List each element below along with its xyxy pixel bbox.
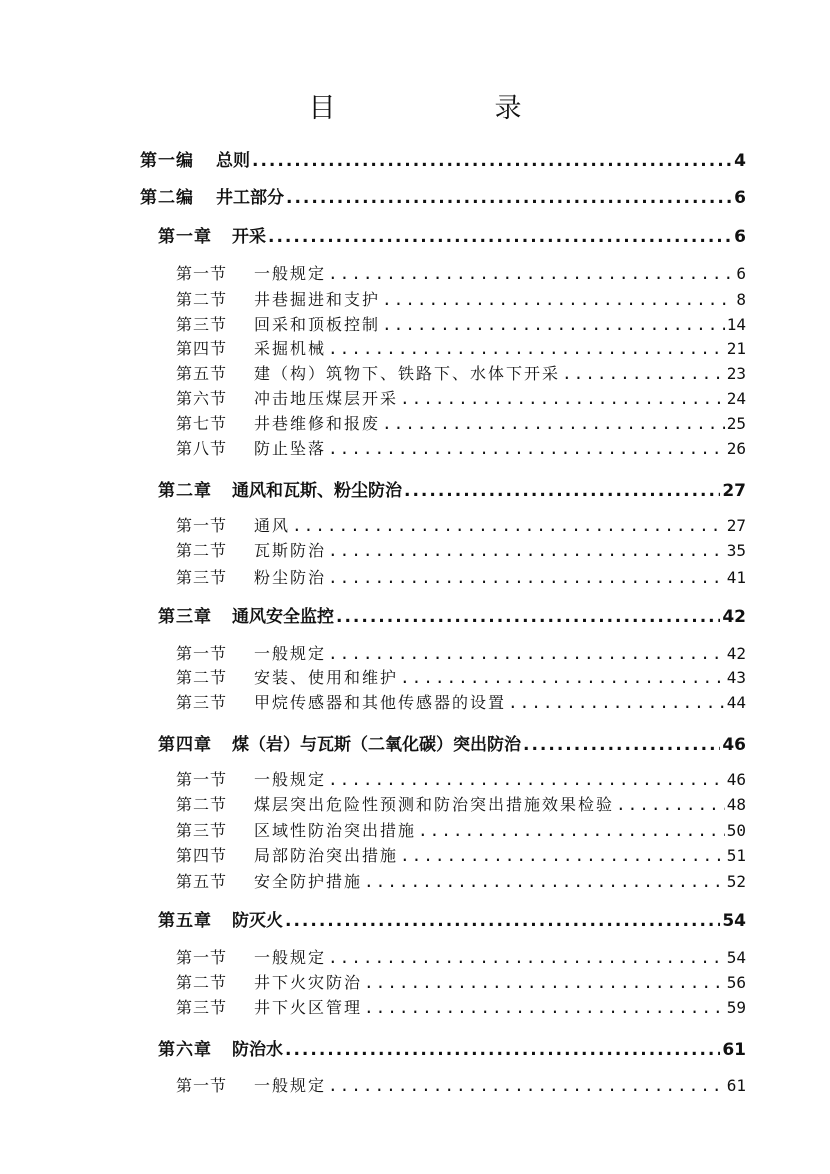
toc-page-number: 61 xyxy=(726,1076,746,1095)
toc-section-title: 冲击地压煤层开采 xyxy=(254,389,399,408)
leader-dots xyxy=(364,973,725,992)
toc-page-number: 25 xyxy=(726,414,746,433)
toc-chapter-title: 煤（岩）与瓦斯（二氧化碳）突出防治 xyxy=(232,735,521,755)
toc-chapter[interactable] xyxy=(158,602,746,627)
toc-section-title: 一般规定 xyxy=(254,644,327,663)
toc-section[interactable] xyxy=(176,312,746,335)
leader-dots xyxy=(328,770,725,789)
toc-section[interactable] xyxy=(176,513,746,536)
leader-dots xyxy=(616,795,725,814)
toc-chapter-label: 第二章 xyxy=(158,481,212,501)
toc-section-label: 第二节 xyxy=(176,795,228,814)
toc-chapter-label: 第一章 xyxy=(158,227,212,247)
toc-section[interactable] xyxy=(176,818,746,841)
leader-dots xyxy=(364,998,725,1017)
toc-section-title: 井下火灾防治 xyxy=(254,973,363,992)
toc-page-number: 50 xyxy=(726,821,746,840)
toc-section[interactable] xyxy=(176,792,746,815)
toc-page-number: 35 xyxy=(726,541,746,560)
toc-section[interactable] xyxy=(176,287,746,310)
toc-page-number: 27 xyxy=(726,516,746,535)
toc-section-label: 第七节 xyxy=(176,414,228,433)
toc-section[interactable] xyxy=(176,945,746,968)
toc-section-title: 采掘机械 xyxy=(254,339,327,358)
toc-page-number: 44 xyxy=(726,693,746,712)
leader-dots xyxy=(285,911,720,931)
leader-dots xyxy=(328,644,725,663)
toc-section-label: 第一节 xyxy=(176,1076,228,1095)
toc-part-label: 第一编 xyxy=(140,151,194,171)
toc-page-number: 24 xyxy=(726,389,746,408)
toc-page-number: 51 xyxy=(726,846,746,865)
toc-section-label: 第一节 xyxy=(176,770,228,789)
toc-chapter-title: 开采 xyxy=(232,227,266,247)
toc-page-number: 48 xyxy=(726,795,746,814)
toc-chapter-label: 第五章 xyxy=(158,911,212,931)
toc-section[interactable] xyxy=(176,970,746,993)
leader-dots xyxy=(286,188,732,208)
toc-section-title: 一般规定 xyxy=(254,264,327,283)
toc-section-label: 第一节 xyxy=(176,644,228,663)
leader-dots xyxy=(292,516,725,535)
toc-page-number: 23 xyxy=(726,364,746,383)
toc-section-title: 安装、使用和维护 xyxy=(254,668,399,687)
toc-chapter-title: 通风安全监控 xyxy=(232,607,334,627)
leader-dots xyxy=(252,151,732,171)
toc-chapter[interactable] xyxy=(158,1035,746,1060)
leader-dots xyxy=(328,948,725,967)
leader-dots xyxy=(382,315,725,334)
toc-section[interactable] xyxy=(176,843,746,866)
toc-chapter-title: 通风和瓦斯、粉尘防治 xyxy=(232,481,402,501)
toc-section-label: 第三节 xyxy=(176,568,228,587)
toc-page-number: 21 xyxy=(726,339,746,358)
toc-section[interactable] xyxy=(176,261,746,284)
leader-dots xyxy=(562,364,725,383)
toc-section-title: 局部防治突出措施 xyxy=(254,846,399,865)
toc-chapter-label: 第六章 xyxy=(158,1040,212,1060)
page-title: 目 录 xyxy=(308,93,588,124)
toc-section[interactable] xyxy=(176,869,746,892)
toc-page-number: 54 xyxy=(722,911,746,931)
leader-dots xyxy=(328,541,725,560)
toc-section-label: 第五节 xyxy=(176,872,228,891)
toc-section[interactable] xyxy=(176,641,746,664)
toc-section-title: 一般规定 xyxy=(254,1076,327,1095)
toc-part-label: 第二编 xyxy=(140,188,194,208)
toc-section-label: 第二节 xyxy=(176,541,228,560)
toc-page-number: 42 xyxy=(722,607,746,627)
toc-section-title: 井巷掘进和支护 xyxy=(254,290,381,309)
toc-section-label: 第三节 xyxy=(176,315,228,334)
toc-section[interactable] xyxy=(176,690,746,713)
toc-page-number: 27 xyxy=(722,481,746,501)
leader-dots xyxy=(328,439,725,458)
toc-section-label: 第一节 xyxy=(176,948,228,967)
leader-dots xyxy=(285,1040,720,1060)
toc-page-number: 52 xyxy=(726,872,746,891)
toc-section-title: 甲烷传感器和其他传感器的设置 xyxy=(254,693,507,712)
leader-dots xyxy=(404,481,720,501)
leader-dots xyxy=(328,264,734,283)
toc-section-label: 第三节 xyxy=(176,821,228,840)
leader-dots xyxy=(268,227,732,247)
toc-page-number: 59 xyxy=(726,998,746,1017)
toc-page-number: 6 xyxy=(734,188,746,208)
toc-page-number: 4 xyxy=(734,151,746,171)
toc-section-label: 第一节 xyxy=(176,516,228,535)
toc-section-title: 防止坠落 xyxy=(254,439,327,458)
toc-page-number: 42 xyxy=(726,644,746,663)
toc-chapter[interactable] xyxy=(158,222,746,247)
toc-section[interactable] xyxy=(176,995,746,1018)
toc-page-number: 54 xyxy=(726,948,746,967)
toc-chapter[interactable] xyxy=(158,730,746,755)
toc-page-number: 56 xyxy=(726,973,746,992)
toc-section-title: 粉尘防治 xyxy=(254,568,327,587)
toc-section-title: 区域性防治突出措施 xyxy=(254,821,417,840)
toc-section-label: 第六节 xyxy=(176,389,228,408)
toc-section-label: 第二节 xyxy=(176,290,228,309)
leader-dots xyxy=(328,339,725,358)
leader-dots xyxy=(523,735,720,755)
toc-section-label: 第三节 xyxy=(176,693,228,712)
leader-dots xyxy=(336,607,720,627)
toc-section-label: 第三节 xyxy=(176,998,228,1017)
toc-section-label: 第八节 xyxy=(176,439,228,458)
leader-dots xyxy=(400,668,725,687)
leader-dots xyxy=(400,389,725,408)
toc-section-title: 一般规定 xyxy=(254,770,327,789)
toc-section[interactable] xyxy=(176,436,746,459)
toc-chapter-title: 防灭火 xyxy=(232,911,283,931)
toc-section-label: 第五节 xyxy=(176,364,228,383)
leader-dots xyxy=(508,693,725,712)
toc-section-label: 第四节 xyxy=(176,846,228,865)
leader-dots xyxy=(328,1076,725,1095)
toc-section-label: 第二节 xyxy=(176,973,228,992)
toc-part-title: 总则 xyxy=(216,151,250,171)
toc-part-1[interactable] xyxy=(140,146,746,171)
leader-dots xyxy=(364,872,725,891)
toc-page-number: 6 xyxy=(736,264,746,283)
toc-page-number: 61 xyxy=(722,1040,746,1060)
toc-chapter[interactable] xyxy=(158,906,746,931)
toc-page-number: 14 xyxy=(726,315,746,334)
leader-dots xyxy=(418,821,725,840)
toc-part-title: 井工部分 xyxy=(216,188,284,208)
toc-section[interactable] xyxy=(176,565,746,588)
toc-section[interactable] xyxy=(176,767,746,790)
toc-section[interactable] xyxy=(176,361,746,384)
toc-section-title: 井下火区管理 xyxy=(254,998,363,1017)
toc-page-number: 46 xyxy=(726,770,746,789)
toc-section[interactable] xyxy=(176,386,746,409)
toc-chapter-label: 第四章 xyxy=(158,735,212,755)
toc-section[interactable] xyxy=(176,336,746,359)
toc-section[interactable] xyxy=(176,1073,746,1096)
toc-page-number: 8 xyxy=(736,290,746,309)
toc-chapter-label: 第三章 xyxy=(158,607,212,627)
toc-section-title: 建（构）筑物下、铁路下、水体下开采 xyxy=(254,364,561,383)
toc-section[interactable] xyxy=(176,538,746,561)
toc-part-2[interactable] xyxy=(140,183,746,208)
toc-page-number: 46 xyxy=(722,735,746,755)
toc-page-number: 41 xyxy=(726,568,746,587)
leader-dots xyxy=(382,290,734,309)
toc-section-label: 第一节 xyxy=(176,264,228,283)
leader-dots xyxy=(382,414,725,433)
toc-section-label: 第二节 xyxy=(176,668,228,687)
toc-section[interactable] xyxy=(176,411,746,434)
toc-section-label: 第四节 xyxy=(176,339,228,358)
toc-chapter-title: 防治水 xyxy=(232,1040,283,1060)
toc-section-title: 一般规定 xyxy=(254,948,327,967)
toc-page-number: 26 xyxy=(726,439,746,458)
toc-section-title: 井巷维修和报废 xyxy=(254,414,381,433)
toc-chapter[interactable] xyxy=(158,476,746,501)
toc-section-title: 安全防护措施 xyxy=(254,872,363,891)
toc-section[interactable] xyxy=(176,665,746,688)
leader-dots xyxy=(400,846,725,865)
toc-page-number: 43 xyxy=(726,668,746,687)
toc-section-title: 通风 xyxy=(254,516,291,535)
toc-section-title: 煤层突出危险性预测和防治突出措施效果检验 xyxy=(254,795,615,814)
toc-page-number: 6 xyxy=(734,227,746,247)
toc-section-title: 回采和顶板控制 xyxy=(254,315,381,334)
leader-dots xyxy=(328,568,725,587)
toc-section-title: 瓦斯防治 xyxy=(254,541,327,560)
